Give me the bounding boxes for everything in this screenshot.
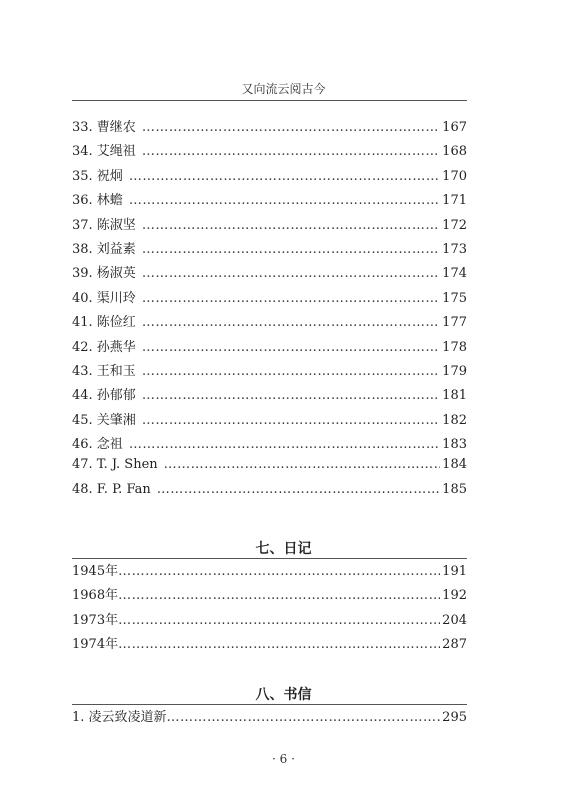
entry-page: 295 [442,710,467,725]
entry-page: 204 [442,612,467,628]
entry-page: 177 [442,315,467,331]
dot-leader [142,266,440,281]
dot-leader [142,413,440,428]
entry-title: 34. 艾绳祖 [72,144,136,160]
dot-leader [118,588,440,603]
toc-entry[interactable] [72,189,467,213]
entry-title: 42. 孙燕华 [72,339,136,355]
toc-entry[interactable] [72,311,467,335]
entry-title: 1945年 [72,564,119,579]
toc-entry[interactable] [72,633,467,657]
toc-entry[interactable] [72,238,467,262]
page-number: · 6 · [272,752,295,766]
dot-leader [164,457,441,472]
toc-list-diary [72,560,467,658]
toc-entry[interactable] [72,384,467,408]
entry-page: 171 [442,193,467,209]
toc-entry[interactable] [72,584,467,608]
dot-leader [142,364,440,379]
entry-page: 173 [442,241,467,257]
toc-entry[interactable] [72,140,467,164]
entry-title: 44. 孙郁郁 [72,388,136,404]
entry-page: 179 [442,363,467,379]
running-header: 又向流云阅古今 [241,82,326,96]
dot-leader [142,340,440,355]
toc-entry[interactable] [72,457,467,481]
entry-page: 191 [442,564,467,579]
entry-title: 1968年 [72,588,119,604]
toc-entry[interactable] [72,609,467,633]
dot-leader [142,315,440,330]
entry-title: 46. 念祖 [72,437,123,453]
entry-title: 35. 祝炯 [72,168,123,184]
toc-entry[interactable] [72,409,467,433]
toc-entry[interactable] [72,706,467,730]
entry-title: 1. 凌云致凌道新 [72,710,167,725]
entry-title: 48. F. P. Fan [72,481,151,497]
entry-title: 41. 陈俭红 [72,315,136,331]
section-rule [72,558,467,559]
entry-page: 192 [442,588,467,604]
dot-leader [157,482,440,497]
dot-leader [118,564,440,579]
toc-entry[interactable] [72,336,467,360]
entry-title: 36. 林蟾 [72,193,123,209]
entry-page: 185 [442,481,467,497]
entry-page: 174 [442,266,467,282]
entry-title: 39. 杨淑英 [72,266,136,282]
dot-leader [142,218,440,233]
entry-title: 45. 关肇湘 [72,412,136,428]
entry-page: 178 [442,339,467,355]
entry-title: 33. 曹继农 [72,120,136,135]
entry-title: 38. 刘益素 [72,241,136,257]
dot-leader [142,291,440,306]
toc-list-letters [72,706,467,730]
entry-page: 183 [442,437,467,453]
toc-entry[interactable] [72,165,467,189]
section-heading-diary: 七、日记 [255,541,312,557]
toc-entry[interactable] [72,287,467,311]
entry-title: 37. 陈淑坚 [72,217,136,233]
toc-entry[interactable] [72,262,467,286]
dot-leader [129,193,440,208]
toc-entry[interactable] [72,560,467,584]
entry-title: 1973年 [72,612,119,628]
dot-leader [142,120,440,135]
dot-leader [142,388,440,403]
toc-entry[interactable] [72,116,467,140]
entry-title: 43. 王和玉 [72,363,136,379]
dot-leader [142,242,440,257]
dot-leader [118,613,440,628]
entry-page: 170 [442,168,467,184]
entry-title: 40. 渠川玲 [72,290,136,306]
section-rule [72,704,467,705]
toc-entry[interactable] [72,482,467,506]
dot-leader [142,144,440,159]
entry-page: 167 [442,120,467,135]
toc-entry[interactable] [72,214,467,238]
toc-list-people [72,116,467,506]
entry-page: 181 [442,388,467,404]
entry-page: 182 [442,412,467,428]
section-heading-letters: 八、书信 [255,687,312,703]
dot-leader [118,637,440,652]
entry-title: 47. T. J. Shen [72,457,158,473]
dot-leader [129,437,440,452]
entry-page: 172 [442,217,467,233]
entry-page: 287 [442,637,467,653]
entry-page: 175 [442,290,467,306]
dot-leader [167,710,441,725]
entry-page: 168 [442,144,467,160]
entry-page: 184 [442,457,467,473]
header-rule [72,100,467,101]
toc-entry[interactable] [72,433,467,457]
toc-entry[interactable] [72,360,467,384]
entry-title: 1974年 [72,637,119,653]
dot-leader [129,169,440,184]
